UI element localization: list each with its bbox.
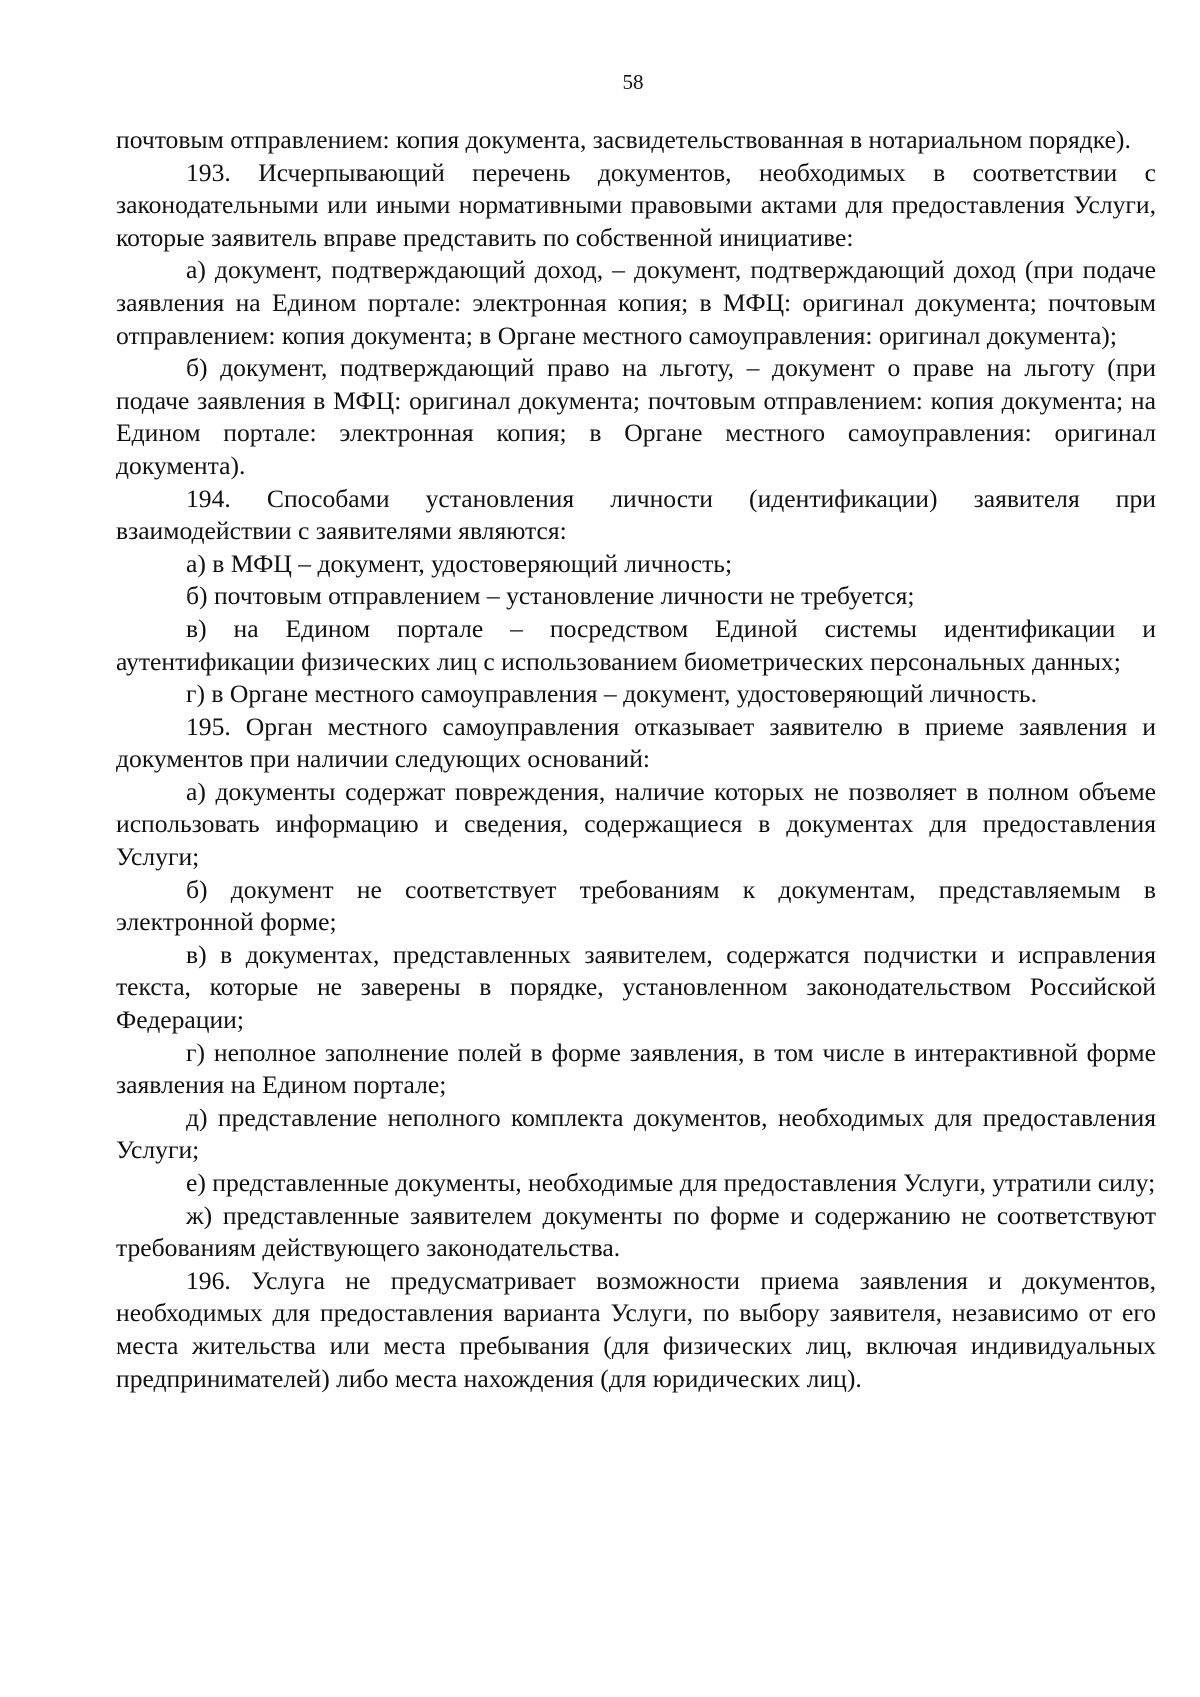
paragraph-195-v: в) в документах, представленных заявителем, содержатся подчистки и исправления текста, которые не заверены в порядке, установленном законодательством Российской Федерации;	[116, 939, 1156, 1035]
paragraph-193: 193. Исчерпывающий перечень документов, необходимых в соответствии с законодательными или иными нормативными правовыми актами для предоставления Услуги, которые заявитель вправе представить по собственной инициативе:	[116, 157, 1156, 252]
paragraph-195: 195. Орган местного самоуправления отказывает заявителю в приеме заявления и документов при наличии следующих оснований:	[116, 711, 1156, 774]
paragraph-194-a: а) в МФЦ – документ, удостоверяющий личность;	[186, 548, 733, 578]
paragraph-195-b: б) документ не соответствует требованиям к документам, представляемым в электронной форме;	[116, 874, 1156, 937]
paragraph-193-b: б) документ, подтверждающий право на льготу, – документ о праве на льготу (при подаче заявления в МФЦ: оригинал документа; почтовым отправлением: копия документа; на Едином портале: электронная копия; в Органе местного самоуправления: оригинал документа).	[116, 353, 1156, 480]
paragraph-193-a: а) документ, подтверждающий доход, – документ, подтверждающий доход (при подаче заявления на Едином портале: электронная копия; в МФЦ: оригинал документа; почтовым отправлением: копия документа; в Органе местного самоуправления: оригинал документа);	[116, 255, 1156, 350]
paragraph-195-g: г) неполное заполнение полей в форме заявления, в том числе в интерактивной форме заявления на Едином портале;	[116, 1037, 1156, 1100]
paragraph-194-v: в) на Едином портале – посредством Единой системы идентификации и аутентификации физических лиц с использованием биометрических персональных данных;	[116, 613, 1156, 676]
paragraph-195-e: е) представленные документы, необходимые для предоставления Услуги, утратили силу;	[186, 1168, 1156, 1197]
paragraph-continuation: почтовым отправлением: копия документа, засвидетельствованная в нотариальном порядке).	[116, 125, 1131, 154]
paragraph-195-a: а) документы содержат повреждения, наличие которых не позволяет в полном объеме использовать информацию и сведения, содержащиеся в документах для предоставления Услуги;	[116, 776, 1156, 872]
paragraph-196: 196. Услуга не предусматривает возможности приема заявления и документов, необходимых для предоставления варианта Услуги, по выбору заявителя, независимо от его места жительства или места пребывания (для физических лиц, включая индивидуальных предпринимателей) либо места нахождения (для юридических лиц).	[116, 1265, 1156, 1393]
paragraph-195-d: д) представление неполного комплекта документов, необходимых для предоставления Услуги;	[116, 1102, 1156, 1165]
paragraph-195-zh: ж) представленные заявителем документы по форме и содержанию не соответствуют требованиям действующего законодательства.	[116, 1200, 1156, 1263]
paragraph-194-g: г) в Органе местного самоуправления – документ, удостоверяющий личность.	[186, 679, 1037, 709]
page-number: 58	[622, 70, 644, 94]
paragraph-194-b: б) почтовым отправлением – установление личности не требуется;	[186, 581, 915, 611]
document-body	[116, 124, 1156, 1395]
paragraph-194: 194. Способами установления личности (идентификации) заявителя при взаимодействии с заявителями являются:	[116, 483, 1156, 546]
